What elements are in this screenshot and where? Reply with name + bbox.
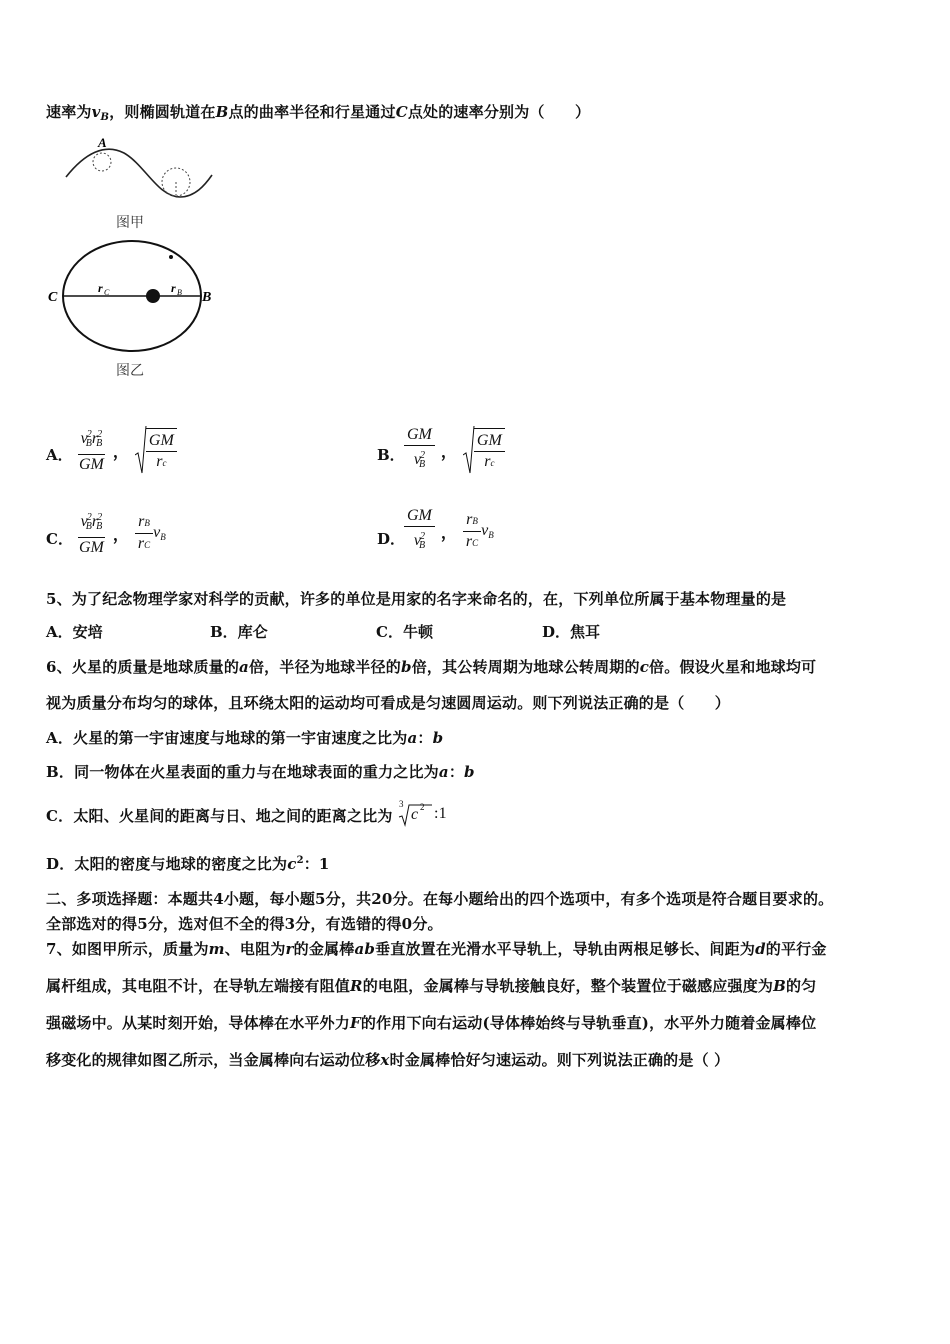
q4-option-a-frac: $\frac{v^2_Br^2_B}{GM}$ (76, 425, 107, 475)
q4-stem-part: 点的曲率半径和行星通过 (228, 103, 396, 121)
q5-option-d[interactable]: D．焦耳 (542, 623, 601, 641)
q4-stem-var-B: B (215, 103, 229, 121)
figure-yi-ellipse (40, 238, 225, 358)
q6-option-d[interactable]: D．太阳的密度与地球的密度之比为$c^2$：1 (46, 855, 330, 873)
q4-option-c-frac2: $\frac{rB}{rC}$ (135, 512, 153, 555)
section2-scoring: 全部选对的得5分，选对但不全的得3分，有选错的得0分。 (46, 915, 443, 933)
q4-option-a-label: A． (46, 446, 73, 464)
q4-stem-part: 速率为 (46, 103, 92, 121)
q6-stem-line1: 6、火星的质量是地球质量的a倍，半径为地球半径的b倍，其公转周期为地球公转周期的c倍。假设火星和地球均可 (46, 658, 817, 676)
q6-option-c[interactable]: C．太阳、火星间的距离与日、地之间的距离之比为 3 c 2 :1 (46, 803, 456, 826)
q7-stem-line2: 属杆组成，其电阻不计，在导轨左端接有阻值R的电阻，金属棒与导轨接触良好，整个装置位于磁感应强度为B的匀 (46, 977, 817, 995)
q7-stem-line3: 强磁场中。从某时刻开始，导体棒在水平外力F的作用下向右运动(导体棒始终与导轨垂直)，水平外力随着金属棒位 (46, 1014, 817, 1032)
q7-stem-line4: 移变化的规律如图乙所示，当金属棒向右运动位移x时金属棒恰好匀速运动。则下列说法正确的是（ ） (46, 1051, 730, 1069)
q4-option-a-math[interactable]: $\frac{v^2_Br^2_B}{GM}$ ， $\frac{GM}{rc}$ (76, 425, 177, 475)
q4-option-b-frac: $\frac{GM}{v^2_B}$ (404, 425, 435, 475)
figure-yi-planet-dot (169, 255, 173, 259)
q5-stem: 5、为了纪念物理学家对科学的贡献，许多的单位是用家的名字来命名的，在，下列单位所属于基本物理量的是 (46, 590, 787, 608)
q5-option-c[interactable]: C．牛顿 (376, 623, 433, 641)
q6-option-b[interactable]: B．同一物体在火星表面的重力与在地球表面的重力之比为a：b (46, 763, 475, 781)
q6-option-a[interactable]: A．火星的第一宇宙速度与地球的第一宇宙速度之比为a：b (46, 729, 444, 747)
q4-option-d-label: D． (377, 530, 406, 548)
figure-yi-caption: 图乙 (116, 363, 144, 379)
figure-jia-caption: 图甲 (116, 215, 144, 231)
q4-stem-var-C: C (395, 103, 408, 121)
q4-option-c-math[interactable]: $\frac{v^2_Br^2_B}{GM}$ ， $\frac{rB}{rC}$ v B (76, 508, 166, 558)
q4-option-c-frac1: $\frac{v^2_Br^2_B}{GM}$ (76, 508, 107, 558)
figure-yi-label-rc-sub: C (104, 288, 110, 297)
q6-stem-line2: 视为质量分布均匀的球体，且环绕太阳的运动均可看成是匀速圆周运动。则下列说法正确的是（ ） (46, 694, 731, 712)
figure-yi-label-rb: r (171, 281, 176, 295)
q6-option-c-cube-root: 3 c 2 :1 (398, 799, 447, 823)
q4-option-d-frac2: $\frac{rB}{rC}$ (463, 510, 481, 553)
figure-jia-small-circle (93, 153, 111, 171)
figure-yi-label-C: C (48, 290, 58, 305)
section2-heading: 二、多项选择题：本题共4小题，每小题5分，共20分。在每小题给出的四个选项中，有多个选项是符合题目要求的。 (46, 890, 834, 908)
q4-option-a-sqrt: $\frac{GM}{rc}$ (135, 425, 177, 475)
figure-yi-label-rc: r (98, 281, 103, 295)
q4-option-b-math[interactable]: $\frac{GM}{v^2_B}$ ， $\frac{GM}{rc}$ (404, 425, 505, 475)
q5-option-b[interactable]: B．库仑 (210, 623, 268, 641)
figure-yi-label-rb-sub: B (177, 288, 182, 297)
q4-option-d-math[interactable]: $\frac{GM}{v^2_B}$ ， $\frac{rB}{rC}$ v B (404, 506, 494, 556)
q4-option-d-frac1: $\frac{GM}{v^2_B}$ (404, 506, 435, 556)
q7-stem-line1: 7、如图甲所示，质量为m、电阻为r的金属棒ab垂直放置在光滑水平导轨上，导轨由两根足够长、间距为d的平行金 (46, 940, 827, 958)
q5-option-a[interactable]: A．安培 (46, 623, 103, 641)
figure-jia-label-A: A (98, 135, 107, 150)
q4-stem-part: 点处的速率分别为（ ） (407, 103, 591, 121)
figure-yi-label-B: B (202, 290, 212, 305)
q4-option-b-label: B． (377, 446, 405, 464)
q4-stem-var-v: v (91, 103, 101, 121)
figure-yi-sun (146, 289, 160, 303)
q4-option-c-label: C． (46, 530, 73, 548)
figure-jia-wave (60, 135, 220, 210)
q4-stem-var-v-sub: B (100, 112, 110, 123)
q4-option-b-sqrt: $\frac{GM}{rc}$ (463, 425, 505, 475)
q4-stem (46, 101, 590, 123)
q4-stem-part: ，则椭圆轨道在 (109, 103, 216, 121)
